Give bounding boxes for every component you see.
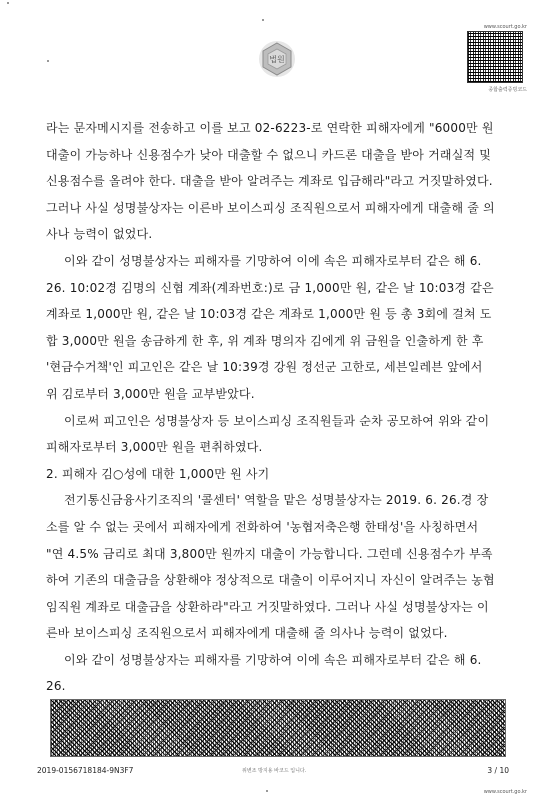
document-id: 2019-0156718184-9N3F7 <box>37 766 134 775</box>
paragraph-3: 이로써 피고인은 성명불상자 등 보이스피싱 조직원들과 순차 공모하여 위와 같이 피해자로부터 3,000만 원을 편취하였다. <box>46 413 490 455</box>
scan-mark <box>262 19 264 21</box>
paragraph-2: 이와 같이 성명불상자는 피해자를 기망하여 이에 속은 피해자로부터 같은 해 6. 26. 10:02경 김명의 신협 계좌(계좌번호:)로 금 1,000만 원, 같은 날 10:03경 같은 계좌로 1,000만 원, 같은 날 10:03경 같은 계좌로 1,000만 원 등 총 3회에 걸쳐 도합 3,000만 원을 송금하게 한 후, 위 계좌 명의자 김에게 위 금원을 인출하게 한 후 '현금수거책'인 피고인은 같은 날 10:39경 강원 정선군 고한로, 세븐일레븐 앞에서 위 김로부터 3,000만 원을 교부받았다. <box>46 253 494 401</box>
anti-forgery-barcode <box>50 699 506 757</box>
scan-mark <box>47 60 49 62</box>
paragraph-1: 라는 문자메시지를 전송하고 이를 보고 02-6223-로 연락한 피해자에게 "6000만 원 대출이 가능하나 신용점수가 낮아 대출할 수 없으니 카드론 대출을 받아 거래실적 및 신용점수를 올려야 한다. 대출을 받아 알려주는 계좌로 입금해라"라고 거짓말하였다. 그러나 사실 성명불상자는 이른바 보이스피싱 조직원으로서 피해자에게 대출해 줄 의사나 능력이 없었다. <box>46 121 495 242</box>
scan-mark <box>7 2 9 4</box>
paragraph-5: 이와 같이 성명불상자는 피해자를 기망하여 이에 속은 피해자로부터 같은 해 6. 26. <box>46 652 482 694</box>
document-body <box>46 115 496 700</box>
section-heading-2: 2. 피해자 김○성에 대한 1,000만 원 사기 <box>46 466 270 481</box>
footer-url: www.scourt.go.kr <box>483 789 527 795</box>
paragraph-4: 전기통신금융사기조직의 '콜센터' 역할을 맡은 성명불상자는 2019. 6. 26.경 장소를 알 수 없는 곳에서 피해자에게 전화하여 '농협저축은행 한태성'을 사칭하면서 "연 4.5% 금리로 최대 3,800만 원까지 대출이 가능합니다. 그런데 신용점수가 부족하여 기존의 대출금을 상환해야 정상적으로 대출이 이루어지니 자신이 알려주는 농협 임직원 계좌로 대출금을 상환하라"라고 거짓말하였다. 그러나 사실 성명불상자는 이른바 보이스피싱 조직원으로서 피해자에게 대출해 줄 의사나 능력이 없었다. <box>46 493 495 641</box>
barcode-notice: 위변조 방지용 바코드 입니다. <box>242 768 307 774</box>
page-number: 3 / 10 <box>487 766 509 775</box>
verification-qr-code <box>467 31 523 83</box>
qr-code-label: 종합출력증빙코드 <box>488 87 527 93</box>
scan-mark <box>266 790 268 792</box>
header-url: www.scourt.go.kr <box>483 24 527 30</box>
court-seal-icon <box>258 40 296 78</box>
seal-text: 법원 <box>269 55 285 64</box>
